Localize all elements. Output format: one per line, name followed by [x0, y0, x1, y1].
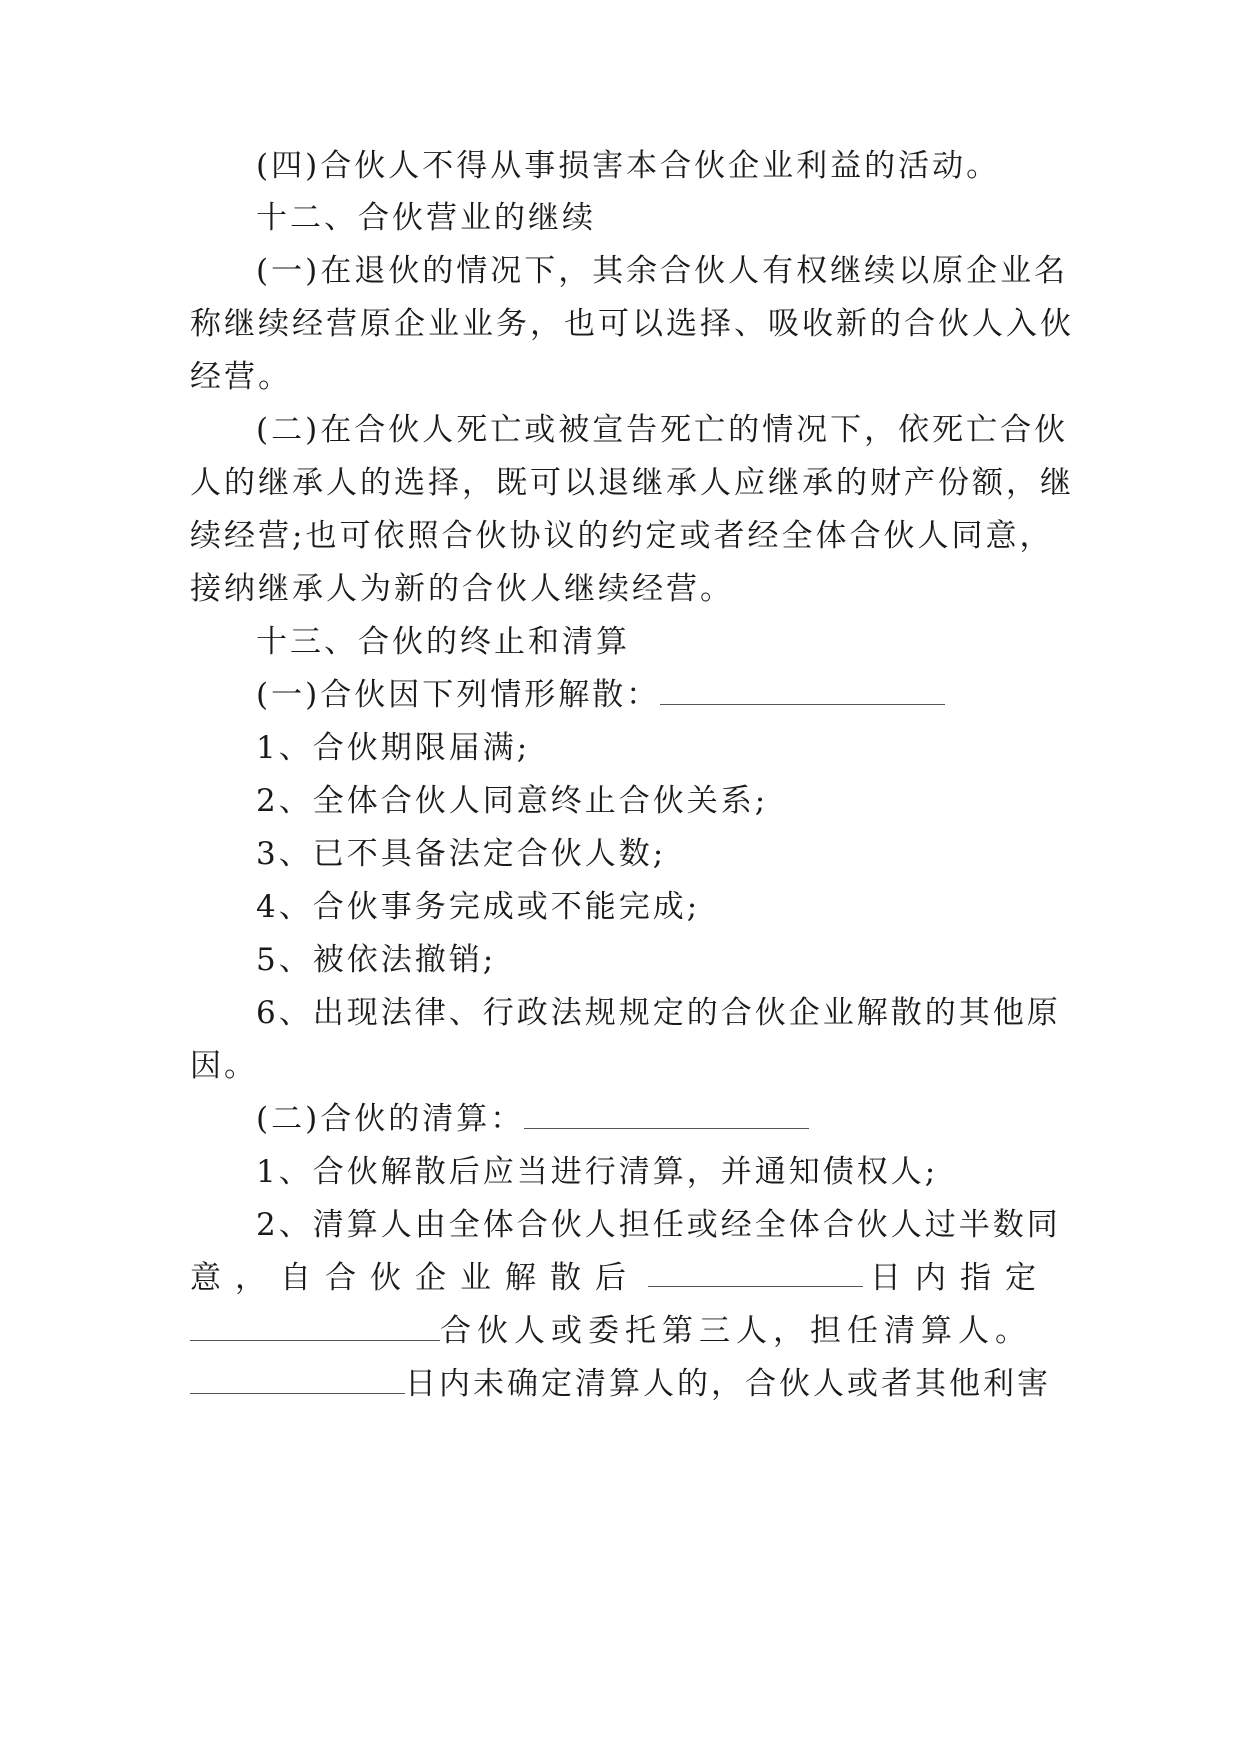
- list-item-2: 2、全体合伙人同意终止合伙关系;: [256, 783, 769, 819]
- paragraph-withdrawal-line-2: 称继续经营原企业业务，也可以选择、吸收新的合伙人入伙: [190, 306, 1074, 342]
- list-item-6-line-2: 因。: [190, 1048, 258, 1084]
- list-item-5: 5、被依法撤销;: [256, 942, 497, 978]
- liquidation-item-2-text-d: 日内未确定清算人的，合伙人或者其他利害: [405, 1366, 1051, 1402]
- section-heading-12: 十二、合伙营业的继续: [256, 200, 596, 236]
- paragraph-liquidation: [256, 1099, 1050, 1139]
- fill-in-blank[interactable]: [190, 1365, 405, 1394]
- liquidation-item-2-line-1: 2、清算人由全体合伙人担任或经全体合伙人过半数同: [256, 1207, 1061, 1243]
- liquidation-item-2-line-2: [190, 1258, 1050, 1298]
- paragraph-withdrawal-line-1: (一)在退伙的情况下，其余合伙人有权继续以原企业名: [256, 253, 1069, 289]
- fill-in-blank[interactable]: [648, 1258, 863, 1287]
- paragraph-death-line-4: 接纳继承人为新的合伙人继续经营。: [190, 571, 734, 607]
- paragraph-death-line-2: 人的继承人的选择，既可以退继承人应继承的财产份额，继: [190, 465, 1074, 501]
- section-heading-13: 十三、合伙的终止和清算: [256, 624, 630, 660]
- liquidation-item-1: 1、合伙解散后应当进行清算，并通知债权人;: [256, 1154, 939, 1190]
- paragraph-death-line-1: (二)在合伙人死亡或被宣告死亡的情况下，依死亡合伙: [256, 412, 1069, 448]
- liquidation-item-2-line-4: [190, 1364, 1050, 1404]
- liquidation-item-2-text-b: 日内指定: [870, 1260, 1050, 1296]
- fill-in-blank[interactable]: [190, 1312, 440, 1341]
- liquidation-item-2-text-a: 意，自合伙企业解散后: [190, 1260, 640, 1296]
- paragraph-withdrawal-line-3: 经营。: [190, 359, 292, 395]
- liquidation-item-2-line-3: [190, 1311, 1050, 1351]
- list-item-1: 1、合伙期限届满;: [256, 730, 531, 766]
- paragraph-partner-restriction: (四)合伙人不得从事损害本合伙企业利益的活动。: [256, 148, 1001, 184]
- liquidation-item-2-text-c: 合伙人或委托第三人，担任清算人。: [440, 1313, 1032, 1349]
- fill-in-blank[interactable]: [660, 676, 945, 705]
- fill-in-blank[interactable]: [524, 1100, 809, 1129]
- paragraph-death-line-3: 续经营;也可依照合伙协议的约定或者经全体合伙人同意，: [190, 518, 1054, 554]
- list-item-6-line-1: 6、出现法律、行政法规规定的合伙企业解散的其他原: [256, 995, 1061, 1031]
- paragraph-dissolution-causes: [256, 675, 1050, 715]
- dissolution-causes-label: (一)合伙因下列情形解散：: [256, 677, 661, 713]
- list-item-3: 3、已不具备法定合伙人数;: [256, 836, 667, 872]
- list-item-4: 4、合伙事务完成或不能完成;: [256, 889, 701, 925]
- liquidation-label: (二)合伙的清算：: [256, 1101, 525, 1137]
